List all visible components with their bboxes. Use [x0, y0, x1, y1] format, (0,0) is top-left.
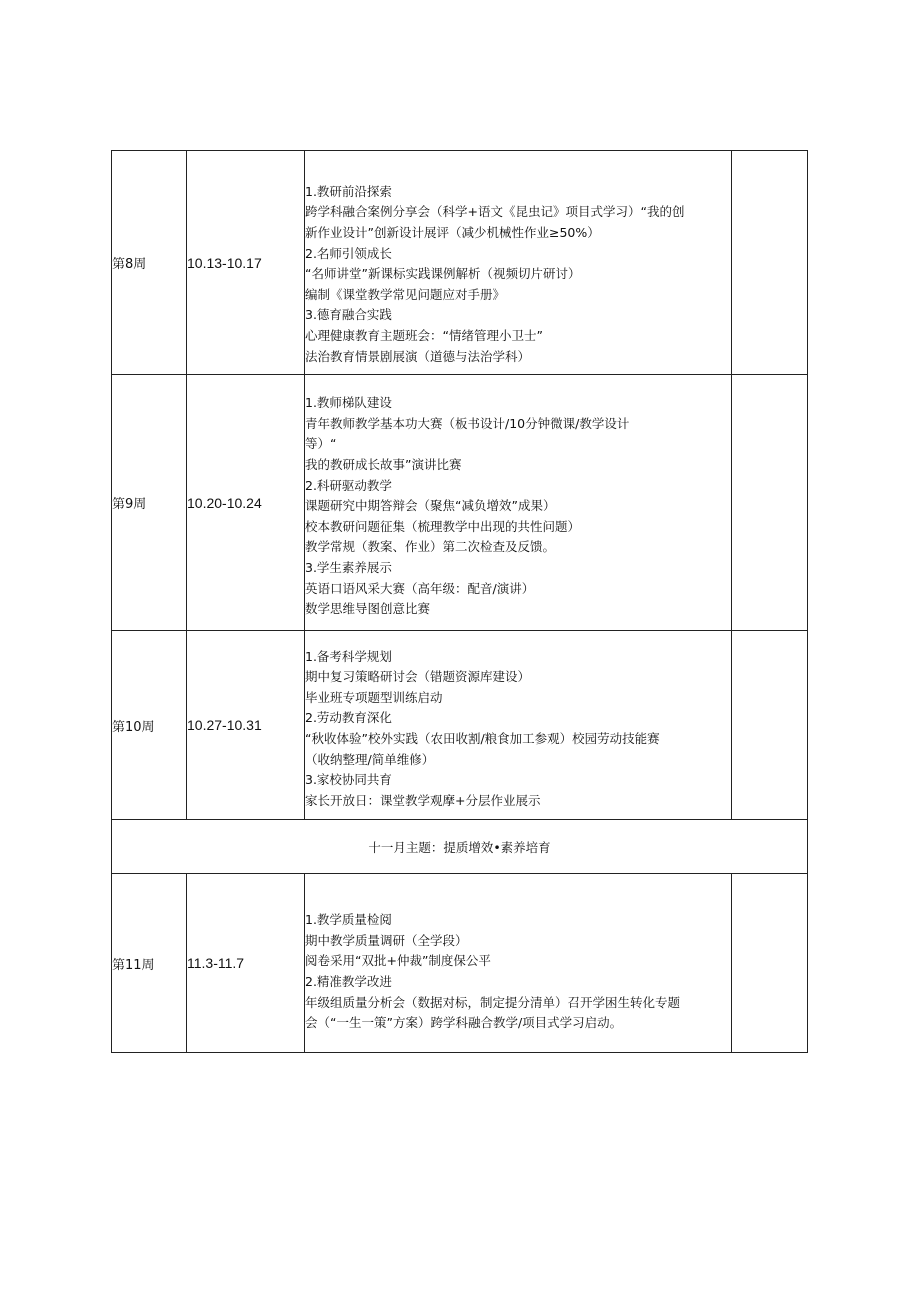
content-line: 1.教研前沿探索	[305, 183, 392, 199]
table-row	[112, 151, 808, 375]
content-line: 1.教学质量检阅	[305, 912, 392, 928]
table-row	[112, 631, 808, 820]
month-theme-heading: 十一月主题：提质增效•素养培育	[112, 820, 808, 874]
content-line: 法治教育情景剧展演（道德与法治学科）	[305, 348, 531, 364]
content-line: 3.家校协同共育	[305, 772, 392, 788]
content-line: 家长开放日：课堂教学观摩+分层作业展示	[305, 792, 541, 808]
content-line: 我的教研成长故事”演讲比赛	[305, 457, 462, 473]
content-line: 课题研究中期答辩会（聚焦“减负增效”成果）	[305, 498, 556, 514]
content-line: 3.德育融合实践	[305, 307, 392, 323]
content-line: 1.教师梯队建设	[305, 395, 392, 411]
content-line: 会（“一生一策”方案）跨学科融合教学/项目式学习启动。	[305, 1015, 623, 1031]
month-theme-row	[112, 820, 808, 874]
content-line: 教学常规（教案、作业）第二次检查及反馈。	[305, 539, 556, 555]
content-line: 心理健康教育主题班会：“情绪管理小卫士”	[305, 327, 543, 343]
week-cell: 第11周	[112, 874, 187, 1053]
remarks-cell	[732, 874, 808, 1053]
weekly-plan-table	[111, 150, 808, 1053]
content-line: 阅卷采用“双批+仲裁”制度保公平	[305, 953, 491, 969]
content-line: 3.学生素养展示	[305, 559, 392, 575]
remarks-cell	[732, 151, 808, 375]
content-line: 2.名师引领成长	[305, 245, 392, 261]
week-cell: 第10周	[112, 631, 187, 820]
content-line: “名师讲堂”新课标实践课例解析（视频切片研讨）	[305, 266, 581, 282]
content-line: 毕业班专项题型训练启动	[305, 689, 443, 705]
content-line: 1.备考科学规划	[305, 648, 392, 664]
week-cell: 第9周	[112, 375, 187, 631]
content-line: 年级组质量分析会（数据对标，制定提分清单）召开学困生转化专题	[305, 994, 681, 1010]
content-cell	[305, 151, 732, 375]
content-line: “秋收体验”校外实践（农田收割/粮食加工参观）校园劳动技能赛	[305, 731, 660, 746]
content-line: 跨学科融合案例分享会（科学+语文《昆虫记》项目式学习）“我的创	[305, 204, 685, 220]
content-line: 青年教师教学基本功大赛（板书设计/10分钟微课/教学设计	[305, 415, 630, 431]
content-line: 数学思维导图创意比赛	[305, 601, 431, 617]
date-range-cell: 10.20-10.24	[187, 375, 305, 631]
remarks-cell	[732, 375, 808, 631]
date-range-cell: 10.13-10.17	[187, 151, 305, 375]
remarks-cell	[732, 631, 808, 820]
content-cell	[305, 375, 732, 631]
table-row	[112, 874, 808, 1053]
date-range-cell: 10.27-10.31	[187, 631, 305, 820]
content-line: 编制《课堂教学常见问题应对手册》	[305, 286, 506, 302]
date-range-cell: 11.3-11.7	[187, 874, 305, 1053]
content-line: 英语口语风采大赛（高年级：配音/演讲）	[305, 580, 535, 596]
week-cell: 第8周	[112, 151, 187, 375]
content-cell	[305, 874, 732, 1053]
content-line: 校本教研问题征集（梳理教学中出现的共性问题）	[305, 518, 581, 534]
content-line: （收纳整理/简单维修）	[305, 751, 435, 767]
content-line: 期中教学质量调研（全学段）	[305, 932, 468, 948]
content-line: 2.科研驱动教学	[305, 477, 392, 493]
content-line: 2.劳动教育深化	[305, 710, 392, 726]
table-row	[112, 375, 808, 631]
content-line: 2.精准教学改进	[305, 974, 392, 989]
content-line: 新作业设计”创新设计展评（减少机械性作业≥50%）	[305, 225, 600, 241]
content-line: 期中复习策略研讨会（错题资源库建设）	[305, 669, 531, 685]
content-line: 等）“	[305, 436, 337, 452]
content-cell	[305, 631, 732, 820]
